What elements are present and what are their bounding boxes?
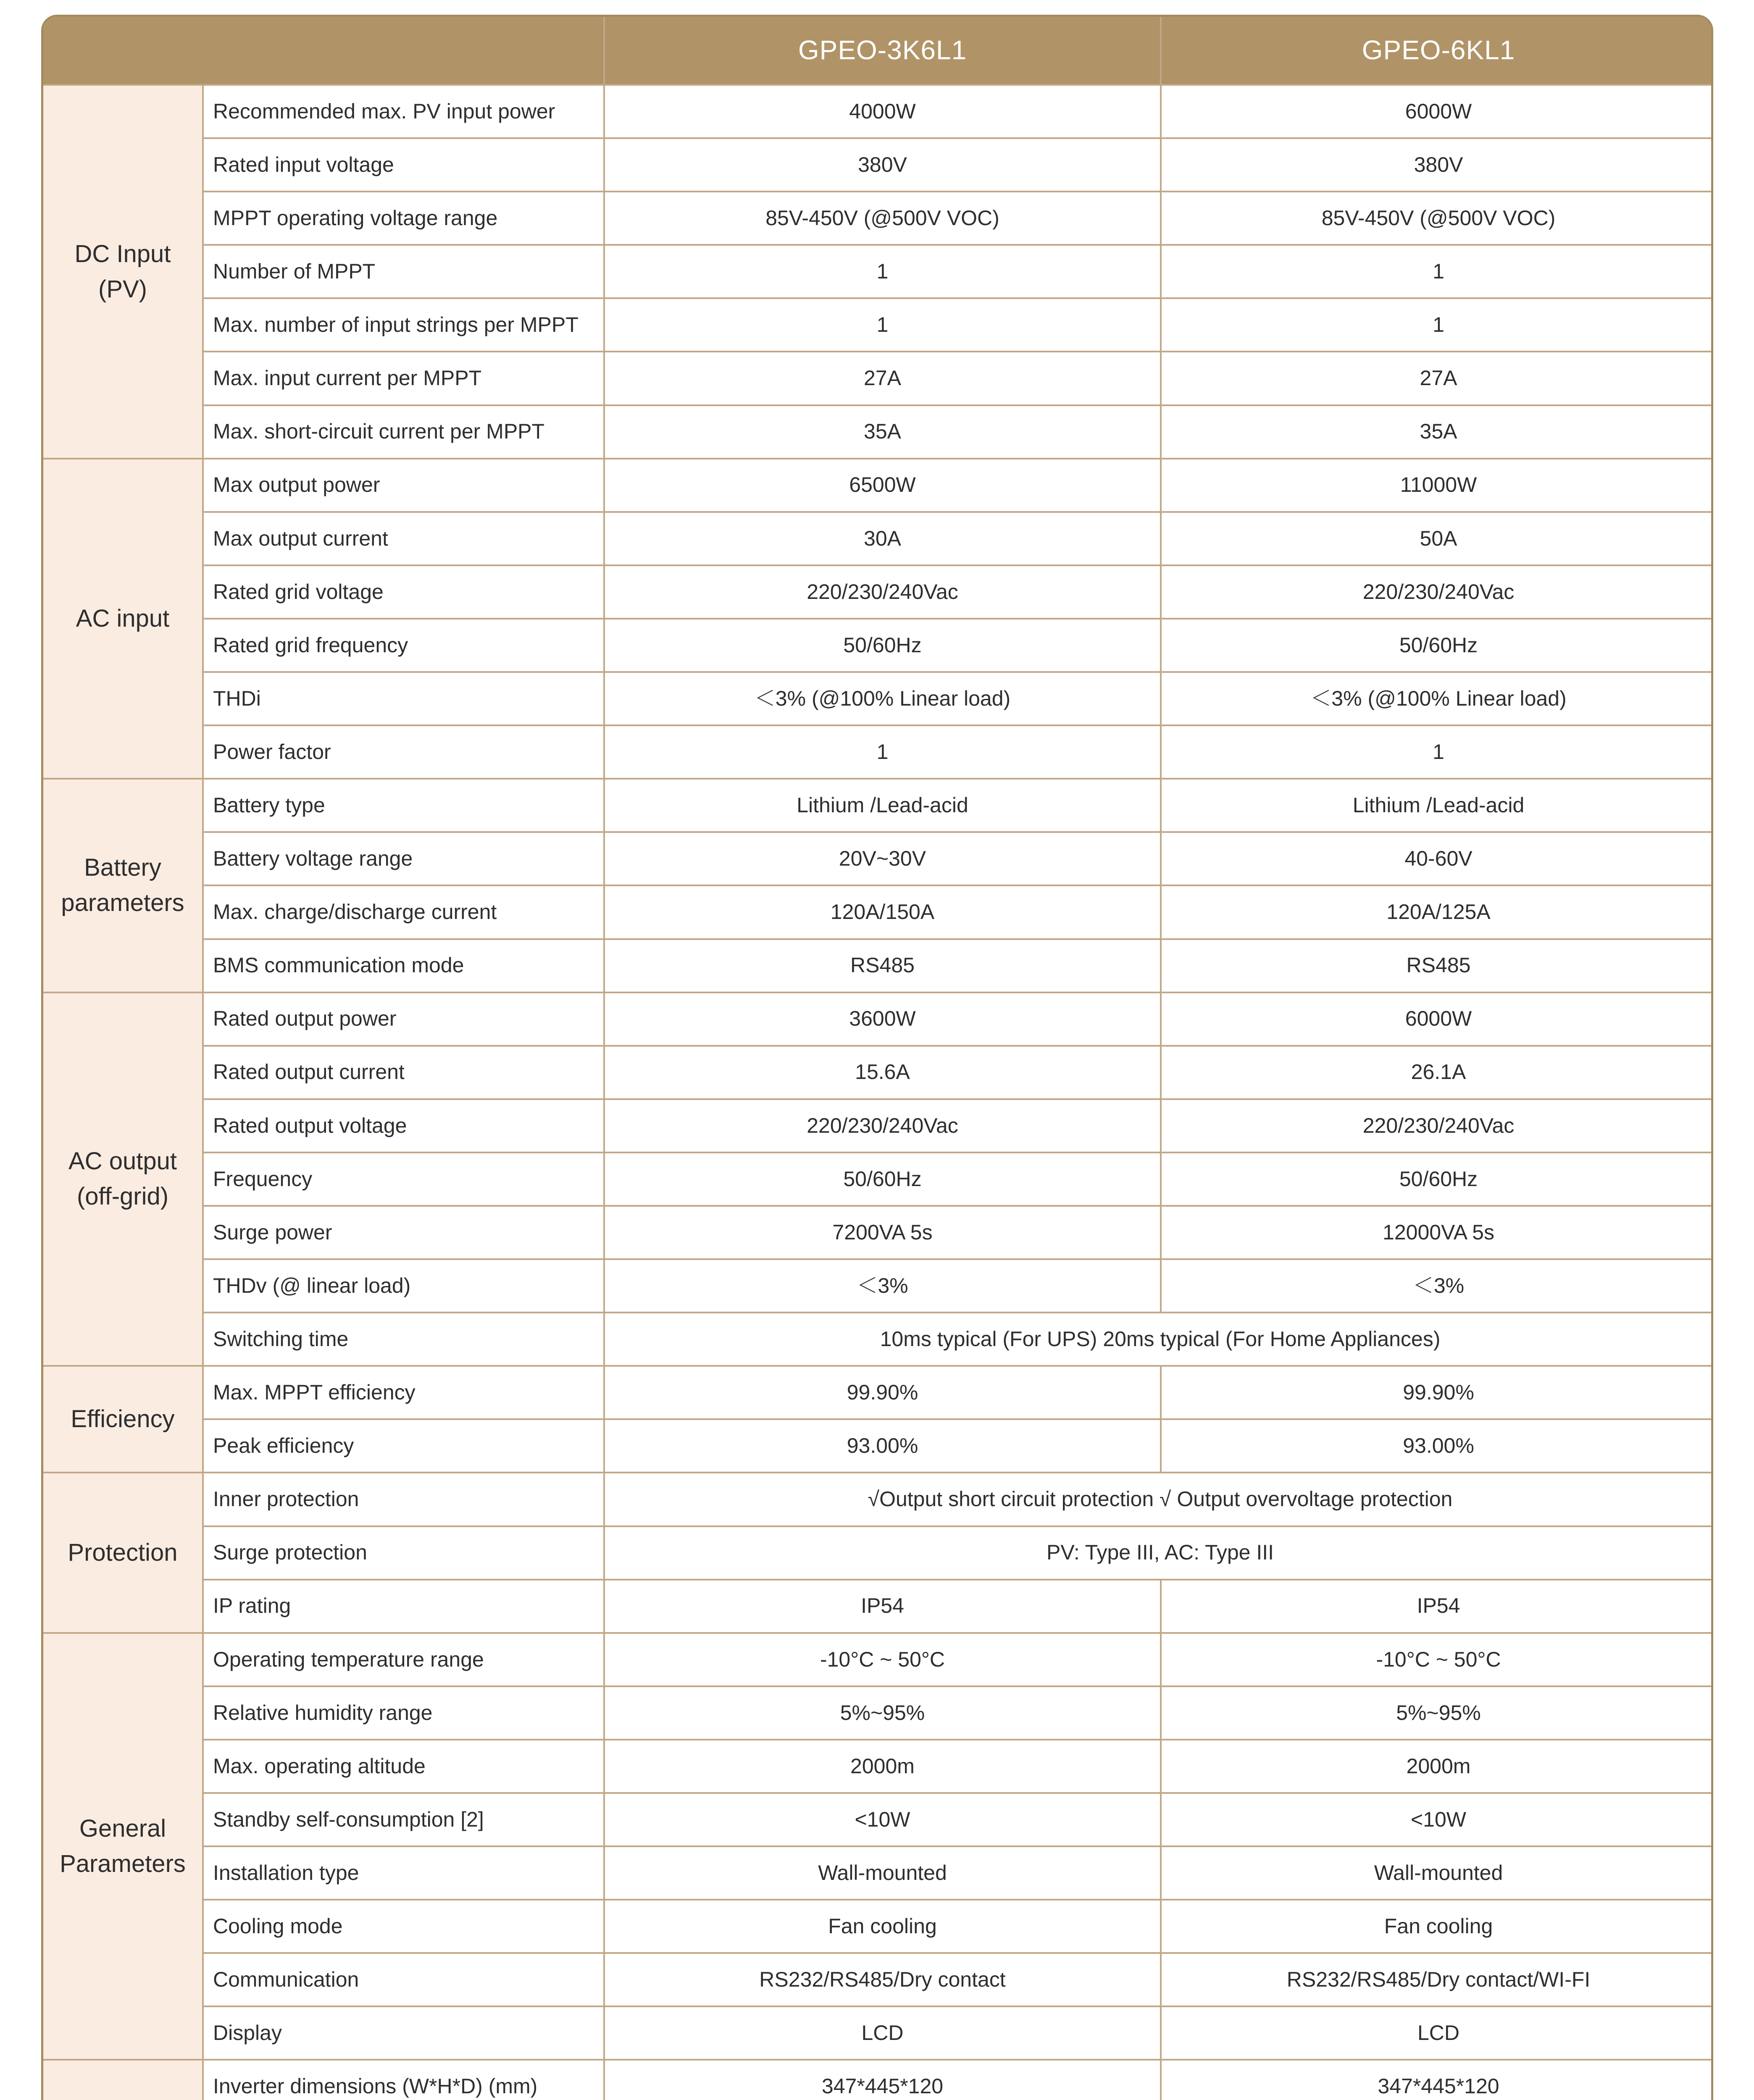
group-dc-input: DC Input (PV) — [43, 85, 203, 459]
param-label: Surge protection — [203, 1526, 604, 1580]
param-label: Operating temperature range — [203, 1633, 604, 1686]
value-model-b: 50A — [1161, 512, 1713, 565]
param-label: THDv (@ linear load) — [203, 1259, 604, 1312]
value-model-a: 3600W — [604, 992, 1161, 1046]
table-row — [43, 1259, 1713, 1312]
table-row — [43, 885, 1713, 939]
group-protection: Protection — [43, 1473, 203, 1633]
value-model-b: <10W — [1161, 1793, 1713, 1846]
value-model-b: ＜3% — [1161, 1259, 1713, 1312]
value-model-a: 347*445*120 — [604, 2060, 1161, 2100]
table-row — [43, 1846, 1713, 1900]
table-row — [43, 1099, 1713, 1152]
param-label: IP rating — [203, 1580, 604, 1633]
table-row — [43, 1046, 1713, 1099]
table-row — [43, 459, 1713, 512]
group-efficiency: Efficiency — [43, 1366, 203, 1473]
value-model-b: LCD — [1161, 2006, 1713, 2060]
value-model-a: RS232/RS485/Dry contact — [604, 1953, 1161, 2006]
value-model-a: -10°C ~ 50°C — [604, 1633, 1161, 1686]
param-label: Surge power — [203, 1206, 604, 1259]
value-model-b: ＜3% (@100% Linear load) — [1161, 672, 1713, 725]
value-model-b: 6000W — [1161, 992, 1713, 1046]
value-model-a: 50/60Hz — [604, 1152, 1161, 1206]
value-model-b: 35A — [1161, 405, 1713, 459]
param-label: Battery voltage range — [203, 832, 604, 885]
table-row — [43, 85, 1713, 138]
value-model-a: IP54 — [604, 1580, 1161, 1633]
table-row — [43, 245, 1713, 298]
value-model-b: 11000W — [1161, 459, 1713, 512]
value-model-b: 1 — [1161, 725, 1713, 779]
value-model-b: 50/60Hz — [1161, 1152, 1713, 1206]
param-label: MPPT operating voltage range — [203, 192, 604, 245]
param-label: Max. operating altitude — [203, 1740, 604, 1793]
param-label: THDi — [203, 672, 604, 725]
table-row — [43, 1206, 1713, 1259]
table-row — [43, 779, 1713, 832]
value-model-a: 6500W — [604, 459, 1161, 512]
value-model-a: 5%~95% — [604, 1686, 1161, 1740]
table-row — [43, 1686, 1713, 1740]
param-label: Max output power — [203, 459, 604, 512]
param-label: Power factor — [203, 725, 604, 779]
value-model-a: ＜3% — [604, 1259, 1161, 1312]
value-model-a: 4000W — [604, 85, 1161, 138]
model-a-header: GPEO-3K6L1 — [604, 17, 1161, 85]
table-row — [43, 1793, 1713, 1846]
value-model-a: 27A — [604, 352, 1161, 405]
param-label: Standby self-consumption [2] — [203, 1793, 604, 1846]
value-model-b: Wall-mounted — [1161, 1846, 1713, 1900]
value-model-b: 85V-450V (@500V VOC) — [1161, 192, 1713, 245]
table-row — [43, 939, 1713, 992]
value-model-a: 15.6A — [604, 1046, 1161, 1099]
param-label: Communication — [203, 1953, 604, 2006]
value-model-a: 120A/150A — [604, 885, 1161, 939]
param-label: Peak efficiency — [203, 1419, 604, 1473]
value-model-b: Lithium /Lead-acid — [1161, 779, 1713, 832]
value-model-a: 85V-450V (@500V VOC) — [604, 192, 1161, 245]
value-model-a: 93.00% — [604, 1419, 1161, 1473]
param-label: Rated grid voltage — [203, 565, 604, 619]
value-shared: √Output short circuit protection √ Output overvoltage protection — [604, 1473, 1713, 1526]
param-label: Inverter dimensions (W*H*D) (mm) — [203, 2060, 604, 2100]
param-label: Display — [203, 2006, 604, 2060]
param-label: Relative humidity range — [203, 1686, 604, 1740]
table-row — [43, 672, 1713, 725]
param-label: Battery type — [203, 779, 604, 832]
value-model-b: 220/230/240Vac — [1161, 565, 1713, 619]
table-row — [43, 405, 1713, 459]
value-model-b: 6000W — [1161, 85, 1713, 138]
value-model-b: -10°C ~ 50°C — [1161, 1633, 1713, 1686]
table-row — [43, 1366, 1713, 1419]
value-model-a: 99.90% — [604, 1366, 1161, 1419]
param-label: Rated input voltage — [203, 138, 604, 192]
param-label: Inner protection — [203, 1473, 604, 1526]
value-model-a: 1 — [604, 298, 1161, 352]
value-model-b: 27A — [1161, 352, 1713, 405]
value-model-a: 1 — [604, 725, 1161, 779]
value-model-b: 1 — [1161, 245, 1713, 298]
param-label: Recommended max. PV input power — [203, 85, 604, 138]
table-row — [43, 2006, 1713, 2060]
value-model-b: 5%~95% — [1161, 1686, 1713, 1740]
value-model-b: 12000VA 5s — [1161, 1206, 1713, 1259]
table-row — [43, 1419, 1713, 1473]
value-model-a: 50/60Hz — [604, 619, 1161, 672]
value-model-b: 2000m — [1161, 1740, 1713, 1793]
value-model-b: 50/60Hz — [1161, 619, 1713, 672]
param-label: Max. MPPT efficiency — [203, 1366, 604, 1419]
table-row — [43, 1526, 1713, 1580]
value-model-a: Lithium /Lead-acid — [604, 779, 1161, 832]
value-model-b: 120A/125A — [1161, 885, 1713, 939]
value-model-a: 20V~30V — [604, 832, 1161, 885]
value-model-b: 99.90% — [1161, 1366, 1713, 1419]
param-label: Rated grid frequency — [203, 619, 604, 672]
param-label: Max. number of input strings per MPPT — [203, 298, 604, 352]
table-row — [43, 1740, 1713, 1793]
value-model-a: Fan cooling — [604, 1900, 1161, 1953]
param-label: Switching time — [203, 1312, 604, 1366]
value-shared: 10ms typical (For UPS) 20ms typical (For Home Appliances) — [604, 1312, 1713, 1366]
value-model-b: RS232/RS485/Dry contact/WI-FI — [1161, 1953, 1713, 2006]
value-model-b: 93.00% — [1161, 1419, 1713, 1473]
table-row — [43, 619, 1713, 672]
table-row — [43, 1152, 1713, 1206]
group-battery: Battery parameters — [43, 779, 203, 992]
value-model-a: 380V — [604, 138, 1161, 192]
param-label: Max. charge/discharge current — [203, 885, 604, 939]
group-ac-input: AC input — [43, 459, 203, 779]
table-row — [43, 725, 1713, 779]
table-row — [43, 1312, 1713, 1366]
value-shared: PV: Type III, AC: Type III — [604, 1526, 1713, 1580]
table-row — [43, 565, 1713, 619]
param-label: Cooling mode — [203, 1900, 604, 1953]
value-model-a: LCD — [604, 2006, 1161, 2060]
value-model-b: 220/230/240Vac — [1161, 1099, 1713, 1152]
table-row — [43, 2060, 1713, 2100]
param-label: BMS communication mode — [203, 939, 604, 992]
param-label: Max output current — [203, 512, 604, 565]
table-row — [43, 1580, 1713, 1633]
table-row — [43, 138, 1713, 192]
table-row — [43, 992, 1713, 1046]
spec-table — [43, 17, 1713, 2100]
table-row — [43, 1900, 1713, 1953]
param-label: Installation type — [203, 1846, 604, 1900]
value-model-b: 380V — [1161, 138, 1713, 192]
value-model-b: 26.1A — [1161, 1046, 1713, 1099]
group-mechanical — [43, 2060, 203, 2100]
param-label: Max. input current per MPPT — [203, 352, 604, 405]
spec-sheet — [41, 15, 1713, 2100]
value-model-a: 220/230/240Vac — [604, 1099, 1161, 1152]
param-label: Frequency — [203, 1152, 604, 1206]
param-label: Rated output power — [203, 992, 604, 1046]
header-row — [43, 17, 1713, 85]
param-label: Max. short-circuit current per MPPT — [203, 405, 604, 459]
value-model-a: 1 — [604, 245, 1161, 298]
value-model-a: RS485 — [604, 939, 1161, 992]
value-model-b: Fan cooling — [1161, 1900, 1713, 1953]
table-row — [43, 1633, 1713, 1686]
group-general: General Parameters — [43, 1633, 203, 2060]
table-row — [43, 1473, 1713, 1526]
value-model-a: 2000m — [604, 1740, 1161, 1793]
value-model-b: 1 — [1161, 298, 1713, 352]
value-model-b: 347*445*120 — [1161, 2060, 1713, 2100]
param-label: Number of MPPT — [203, 245, 604, 298]
table-row — [43, 832, 1713, 885]
table-row — [43, 512, 1713, 565]
header-blank — [43, 17, 604, 85]
value-model-a: 35A — [604, 405, 1161, 459]
value-model-b: IP54 — [1161, 1580, 1713, 1633]
value-model-a: Wall-mounted — [604, 1846, 1161, 1900]
param-label: Rated output current — [203, 1046, 604, 1099]
value-model-b: RS485 — [1161, 939, 1713, 992]
value-model-a: ＜3% (@100% Linear load) — [604, 672, 1161, 725]
table-row — [43, 192, 1713, 245]
value-model-a: 30A — [604, 512, 1161, 565]
table-row — [43, 1953, 1713, 2006]
value-model-a: 220/230/240Vac — [604, 565, 1161, 619]
table-row — [43, 352, 1713, 405]
value-model-a: 7200VA 5s — [604, 1206, 1161, 1259]
value-model-a: <10W — [604, 1793, 1161, 1846]
table-row — [43, 298, 1713, 352]
group-ac-output: AC output (off-grid) — [43, 992, 203, 1366]
param-label: Rated output voltage — [203, 1099, 604, 1152]
model-b-header: GPEO-6KL1 — [1161, 17, 1713, 85]
value-model-b: 40-60V — [1161, 832, 1713, 885]
